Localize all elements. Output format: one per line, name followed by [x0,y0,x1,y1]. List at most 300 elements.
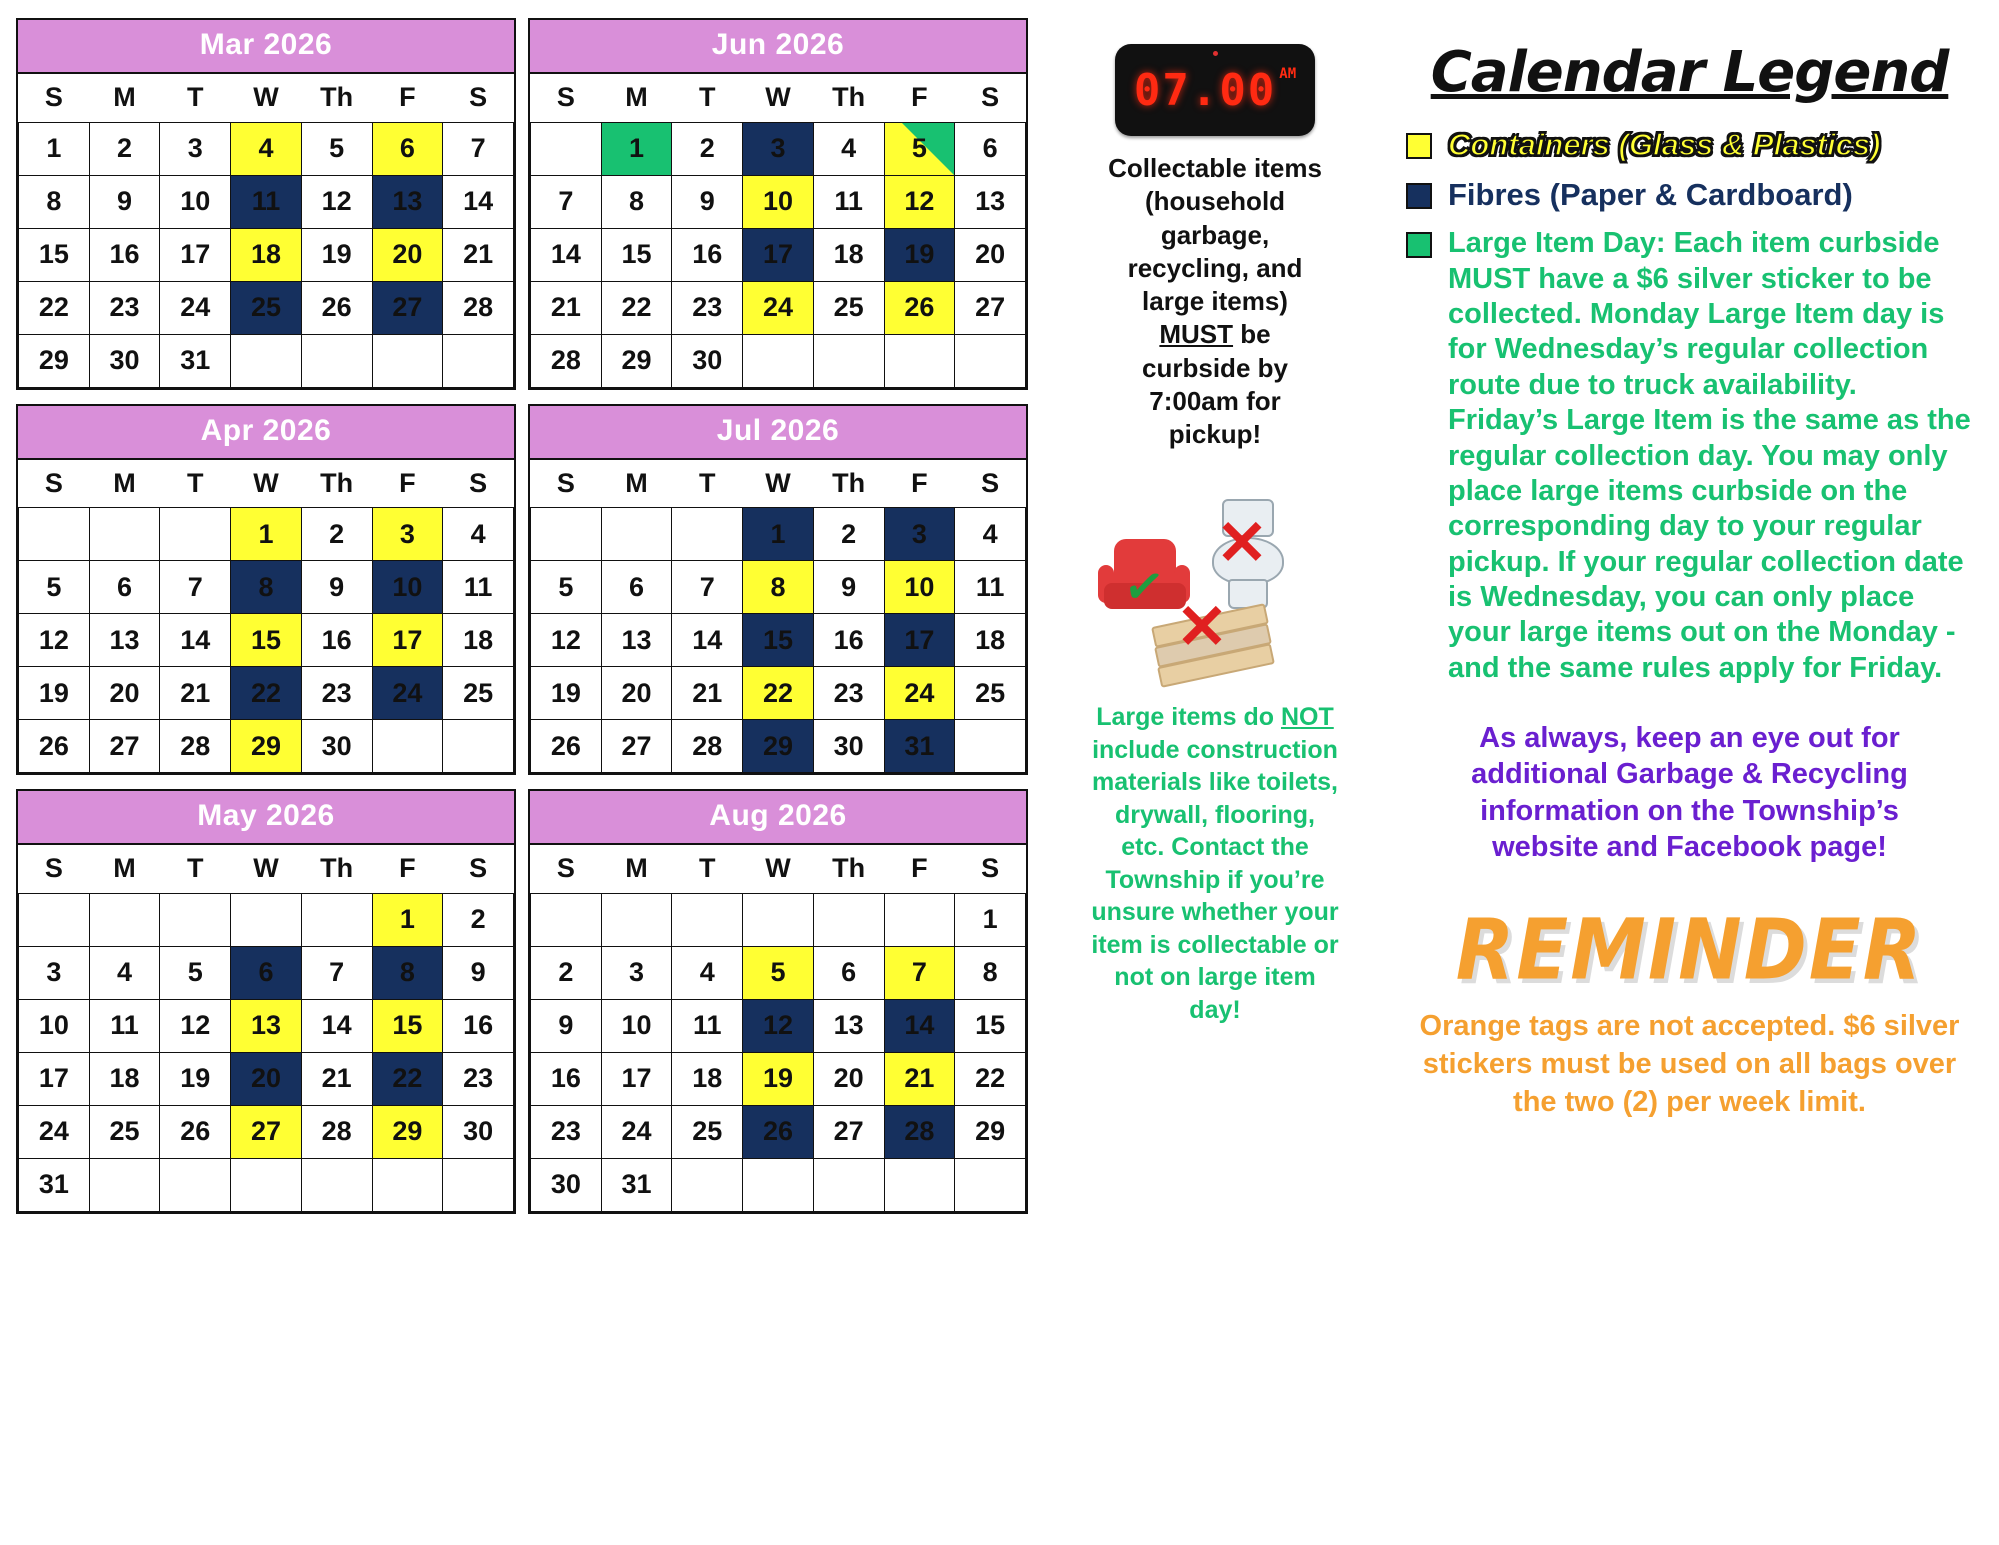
calendar-cell-empty [19,508,90,561]
calendar-cell-empty [743,893,814,946]
calendar-day-cell: 25 [89,1105,160,1158]
calendar-cell-empty [89,1158,160,1211]
legend-label-containers: Containers (Glass & Plastics) [1448,127,1881,162]
calendar-week-row [19,228,514,281]
weekday-header: Th [813,460,884,508]
calendar-cell-empty [301,334,372,387]
month-calendar [528,18,1028,390]
calendar-day-cell: 5 [19,561,90,614]
curbside-notice-part2: be curbside by 7:00am for pickup! [1142,319,1288,450]
calendar-cell-empty [160,508,231,561]
calendar-cell-empty [231,334,302,387]
calendar-day-cell: 15 [601,228,672,281]
calendar-day-cell: 28 [531,334,602,387]
calendar-day-cell: 10 [884,561,955,614]
weekday-header: W [231,74,302,122]
weekday-header: S [19,845,90,893]
calendar-cell-empty [231,1158,302,1211]
month-title: Apr 2026 [18,406,514,460]
calendar-cell-empty [301,893,372,946]
calendar-day-cell: 3 [19,946,90,999]
calendar-day-cell: 4 [89,946,160,999]
calendar-day-cell: 21 [443,228,514,281]
weekday-header: Th [813,845,884,893]
month-calendar [528,404,1028,776]
weekday-header: S [955,460,1026,508]
calendar-cell-empty [813,1158,884,1211]
calendar-cell-empty [743,334,814,387]
legend-item-large-item-day [1406,226,1973,686]
calendar-day-cell: 12 [160,999,231,1052]
calendar-day-cell: 16 [443,999,514,1052]
calendar-day-cell: 19 [884,228,955,281]
calendar-day-cell: 22 [743,667,814,720]
weekday-header: M [601,460,672,508]
reminder-block [1406,900,1973,1121]
calendar-week-row [531,1158,1026,1211]
calendar-day-cell: 3 [743,122,814,175]
calendar-cell-empty [372,1158,443,1211]
weekday-header: T [672,74,743,122]
weekday-header: M [601,845,672,893]
calendar-cell-empty [443,334,514,387]
calendar-cell-empty [160,1158,231,1211]
calendar-day-cell: 11 [89,999,160,1052]
calendar-day-cell: 7 [672,561,743,614]
calendar-column-left [16,14,516,1535]
calendar-week-row [19,334,514,387]
calendar-day-cell: 11 [955,561,1026,614]
calendar-day-cell: 23 [89,281,160,334]
calendar-day-cell: 30 [443,1105,514,1158]
calendar-day-cell: 7 [531,175,602,228]
calendar-day-cell: 13 [601,614,672,667]
weekday-header: W [743,460,814,508]
calendar-day-cell: 3 [372,508,443,561]
calendar-day-cell: 14 [301,999,372,1052]
calendar-day-cell: 17 [601,1052,672,1105]
calendar-day-cell: 10 [19,999,90,1052]
large-items-part1: Large items do [1096,703,1281,732]
weekday-header: M [601,74,672,122]
weekday-header: S [19,74,90,122]
calendar-day-cell: 30 [531,1158,602,1211]
calendar-day-cell: 26 [160,1105,231,1158]
calendar-day-cell: 27 [372,281,443,334]
calendar-cell-empty [231,893,302,946]
calendar-cell-empty [955,1158,1026,1211]
calendar-day-cell: 8 [601,175,672,228]
weekday-header: F [884,74,955,122]
weekday-header: S [955,74,1026,122]
calendar-cell-empty [601,893,672,946]
weekday-header: M [89,460,160,508]
calendar-week-row [19,561,514,614]
calendar-day-cell: 6 [813,946,884,999]
month-calendar [16,789,516,1214]
calendar-day-cell: 14 [672,614,743,667]
calendar-week-row [19,720,514,773]
calendar-day-cell: 2 [531,946,602,999]
calendar-day-cell: 4 [443,508,514,561]
calendar-week-row [531,281,1026,334]
calendar-week-row [19,893,514,946]
swatch-yellow-icon [1406,133,1432,159]
calendar-day-cell: 6 [372,122,443,175]
middle-info-column [1080,14,1350,1535]
calendar-day-cell: 1 [19,122,90,175]
calendar-day-cell: 2 [443,893,514,946]
calendar-day-cell: 19 [743,1052,814,1105]
calendar-week-row [531,720,1026,773]
weekday-header: W [743,845,814,893]
legend-label-fibres: Fibres (Paper & Cardboard) [1448,176,1853,212]
calendar-day-cell: 5 [160,946,231,999]
month-grid [530,74,1026,388]
calendar-day-cell: 6 [601,561,672,614]
calendar-cell-empty [672,508,743,561]
weekday-header: F [372,845,443,893]
calendar-cell-empty [672,1158,743,1211]
calendar-day-cell: 14 [443,175,514,228]
reminder-text: Orange tags are not accepted. $6 silver stickers must be used on all bags over the two (2) per week limit. [1419,1010,1960,1118]
calendar-day-cell: 26 [884,281,955,334]
calendar-cell-empty [743,1158,814,1211]
large-item-icons [1090,499,1340,679]
calendar-day-cell: 2 [813,508,884,561]
calendar-day-cell: 28 [884,1105,955,1158]
calendar-day-cell: 31 [160,334,231,387]
calendar-day-cell: 12 [743,999,814,1052]
calendar-day-cell: 6 [955,122,1026,175]
calendar-cell-empty [813,334,884,387]
calendar-cell-empty [601,508,672,561]
calendar-day-cell: 5 [531,561,602,614]
calendar-day-cell: 11 [443,561,514,614]
month-title: Jul 2026 [530,406,1026,460]
calendar-day-cell: 27 [601,720,672,773]
calendar-day-cell: 20 [813,1052,884,1105]
calendar-day-cell: 8 [955,946,1026,999]
calendar-cell-empty [443,720,514,773]
weekday-header: Th [301,460,372,508]
township-website-note: As always, keep an eye out for additional Garbage & Recycling information on the Township’s website and Facebook page! [1471,722,1908,863]
calendar-cell-empty [531,893,602,946]
red-x-icon-toilet: ✕ [1216,509,1268,579]
legend-item-fibres [1406,177,1973,213]
month-calendar [16,18,516,390]
calendar-day-cell: 8 [743,561,814,614]
calendar-cell-empty [813,893,884,946]
calendar-day-cell: 9 [531,999,602,1052]
calendar-day-cell: 28 [301,1105,372,1158]
calendar-day-cell: 16 [531,1052,602,1105]
calendar-day-cell: 26 [301,281,372,334]
red-x-icon-lumber: ✕ [1176,593,1228,663]
calendar-day-cell: 29 [743,720,814,773]
month-title: Jun 2026 [530,20,1026,74]
calendar-day-cell: 13 [955,175,1026,228]
calendar-cell-empty [160,893,231,946]
calendar-day-cell: 10 [372,561,443,614]
calendar-day-cell: 18 [955,614,1026,667]
weekday-header: W [743,74,814,122]
calendar-week-row [531,122,1026,175]
calendar-day-cell: 17 [372,614,443,667]
calendar-day-cell: 7 [301,946,372,999]
calendar-day-cell: 28 [160,720,231,773]
calendar-day-cell: 12 [301,175,372,228]
calendar-day-cell: 27 [955,281,1026,334]
calendar-day-cell: 8 [19,175,90,228]
calendar-week-row [531,667,1026,720]
calendar-day-cell: 23 [672,281,743,334]
calendar-day-cell: 7 [443,122,514,175]
calendar-day-cell: 11 [231,175,302,228]
calendar-day-cell: 24 [19,1105,90,1158]
month-calendar [16,404,516,776]
large-items-not: NOT [1280,703,1334,732]
calendar-week-row [19,614,514,667]
calendar-day-cell: 29 [372,1105,443,1158]
weekday-header: S [443,845,514,893]
calendar-day-cell: 10 [601,999,672,1052]
calendar-day-cell: 15 [19,228,90,281]
weekday-header: S [531,460,602,508]
calendar-week-row [531,999,1026,1052]
calendar-cell-empty [955,334,1026,387]
weekday-header: S [443,460,514,508]
month-title: May 2026 [18,791,514,845]
calendar-day-cell: 21 [160,667,231,720]
calendar-day-cell: 14 [160,614,231,667]
calendar-week-row [19,667,514,720]
calendar-day-cell: 3 [884,508,955,561]
month-grid [18,845,514,1212]
calendar-day-cell: 18 [813,228,884,281]
calendar-day-cell: 20 [601,667,672,720]
calendar-day-cell: 21 [531,281,602,334]
calendar-cell-empty [19,893,90,946]
weekday-header: S [531,845,602,893]
calendar-day-cell: 12 [19,614,90,667]
legend-item-containers [1406,127,1973,163]
calendar-day-cell: 1 [231,508,302,561]
calendar-day-cell: 9 [89,175,160,228]
calendar-day-cell: 25 [443,667,514,720]
calendar-day-cell: 8 [372,946,443,999]
calendar-day-cell: 20 [231,1052,302,1105]
calendar-day-cell: 23 [301,667,372,720]
calendar-day-cell: 25 [813,281,884,334]
calendar-day-cell: 8 [231,561,302,614]
calendar-day-cell: 15 [231,614,302,667]
calendar-day-cell: 31 [19,1158,90,1211]
reminder-heading: REMINDER [1455,900,1924,999]
calendar-week-row [19,508,514,561]
calendar-day-cell: 19 [19,667,90,720]
calendar-week-row [19,946,514,999]
calendar-day-cell: 9 [672,175,743,228]
calendar-day-cell: 19 [301,228,372,281]
weekday-header: Th [301,845,372,893]
weekday-header: T [160,74,231,122]
calendar-day-cell: 11 [672,999,743,1052]
calendar-day-cell: 19 [160,1052,231,1105]
weekday-header: M [89,845,160,893]
calendar-week-row [531,508,1026,561]
weekday-header: M [89,74,160,122]
swatch-navy-icon [1406,183,1432,209]
calendar-day-cell: 25 [955,667,1026,720]
calendar-day-cell: 25 [672,1105,743,1158]
calendar-day-cell: 27 [813,1105,884,1158]
calendar-day-cell: 28 [672,720,743,773]
calendar-cell-empty [955,720,1026,773]
weekday-header: T [160,845,231,893]
calendar-week-row [531,1052,1026,1105]
calendar-day-cell: 2 [672,122,743,175]
weekday-header: F [372,460,443,508]
calendar-week-row [531,561,1026,614]
calendar-day-cell: 10 [743,175,814,228]
calendar-day-cell: 16 [813,614,884,667]
weekday-header: W [231,460,302,508]
weekday-header: F [884,460,955,508]
calendar-day-cell: 1 [372,893,443,946]
calendar-day-cell: 16 [301,614,372,667]
calendar-day-cell: 13 [231,999,302,1052]
calendar-day-number: 5 [911,133,927,163]
calendar-cell-empty [884,893,955,946]
calendar-day-cell: 4 [813,122,884,175]
calendar-day-cell: 24 [601,1105,672,1158]
calendar-day-cell: 19 [531,667,602,720]
legend-label-large-item-day: Large Item Day: Each item curbside MUST have a $6 silver sticker to be collected. Monday Large Item day is for Wednesday’s regular collection route due to truck availability. Friday’s Large Item is the same as the regular collection day. You may only place large items curbside on the corresponding day to your regular pickup. If your regular collection date is Wednesday, you can only place your large items out on the Monday - and the same rules apply for Friday. [1448,227,1971,684]
calendar-day-cell: 26 [531,720,602,773]
calendar-cell-empty [531,508,602,561]
calendar-week-row [19,1158,514,1211]
calendar-day-cell: 23 [813,667,884,720]
calendar-day-cell: 24 [884,667,955,720]
calendar-day-cell: 24 [372,667,443,720]
calendar-day-cell: 6 [231,946,302,999]
swatch-green-icon [1406,232,1432,258]
calendar-week-row [531,893,1026,946]
calendar-day-cell: 13 [89,614,160,667]
calendar-day-cell: 1 [743,508,814,561]
month-title: Aug 2026 [530,791,1026,845]
calendar-day-cell: 7 [160,561,231,614]
month-calendar [528,789,1028,1214]
month-grid [18,74,514,388]
calendar-week-row [531,614,1026,667]
calendar-cell-empty [884,334,955,387]
calendar-day-cell: 31 [884,720,955,773]
calendar-day-cell: 29 [601,334,672,387]
calendar-day-cell: 13 [372,175,443,228]
calendar-day-cell: 14 [884,999,955,1052]
calendar-day-cell: 15 [743,614,814,667]
calendar-week-row [531,946,1026,999]
calendar-day-cell: 2 [89,122,160,175]
calendar-day-cell: 1 [955,893,1026,946]
calendar-day-cell: 21 [884,1052,955,1105]
month-grid [530,845,1026,1212]
calendar-day-cell: 12 [884,175,955,228]
weekday-header: T [672,845,743,893]
weekday-header: Th [301,74,372,122]
calendar-day-cell: 30 [813,720,884,773]
weekday-header: Th [813,74,884,122]
legend-column [1406,14,1983,1535]
calendar-cell-empty [372,720,443,773]
month-grid [530,460,1026,774]
calendar-day-cell: 24 [743,281,814,334]
month-grid [18,460,514,774]
calendar-day-cell: 22 [372,1052,443,1105]
calendar-week-row [19,1105,514,1158]
calendar-day-cell: 21 [301,1052,372,1105]
calendar-day-cell: 17 [19,1052,90,1105]
calendar-day-cell: 17 [884,614,955,667]
calendar-day-cell: 30 [672,334,743,387]
calendar-day-cell: 7 [884,946,955,999]
calendar-cell-empty [531,122,602,175]
calendar-day-cell: 30 [89,334,160,387]
calendar-cell-empty [89,508,160,561]
calendar-day-cell: 23 [531,1105,602,1158]
weekday-header: S [443,74,514,122]
calendar-day-cell: 2 [301,508,372,561]
calendar-day-cell: 17 [743,228,814,281]
calendar-day-cell: 20 [372,228,443,281]
calendar-day-cell: 5 [743,946,814,999]
calendar-week-row [19,1052,514,1105]
large-items-exclusion-note [1090,701,1340,1026]
calendar-day-cell: 24 [160,281,231,334]
calendar-day-cell: 12 [531,614,602,667]
calendar-day-cell: 22 [601,281,672,334]
weekday-header: W [231,845,302,893]
calendar-day-cell: 14 [531,228,602,281]
calendar-week-row [531,228,1026,281]
calendar-day-cell [884,122,955,175]
month-title: Mar 2026 [18,20,514,74]
calendar-day-cell: 27 [89,720,160,773]
calendar-cell-empty [443,1158,514,1211]
calendar-day-cell: 16 [672,228,743,281]
calendar-day-cell: 18 [89,1052,160,1105]
calendar-day-cell: 20 [89,667,160,720]
calendar-day-cell: 22 [19,281,90,334]
calendar-cell-empty [301,1158,372,1211]
calendar-cell-empty [89,893,160,946]
calendar-column-right [528,14,1028,1535]
weekday-header: T [160,460,231,508]
clock-ampm: AM [1279,66,1297,82]
legend-title: Calendar Legend [1430,40,1949,105]
weekday-header: S [19,460,90,508]
curbside-notice-part1: Collectable items (household garbage, recycling, and large items) [1108,153,1322,317]
calendar-day-cell: 22 [231,667,302,720]
calendar-day-cell: 4 [231,122,302,175]
calendar-week-row [531,334,1026,387]
calendar-day-cell: 29 [955,1105,1026,1158]
calendar-day-cell: 3 [601,946,672,999]
calendar-day-cell: 6 [89,561,160,614]
calendar-day-cell: 9 [813,561,884,614]
